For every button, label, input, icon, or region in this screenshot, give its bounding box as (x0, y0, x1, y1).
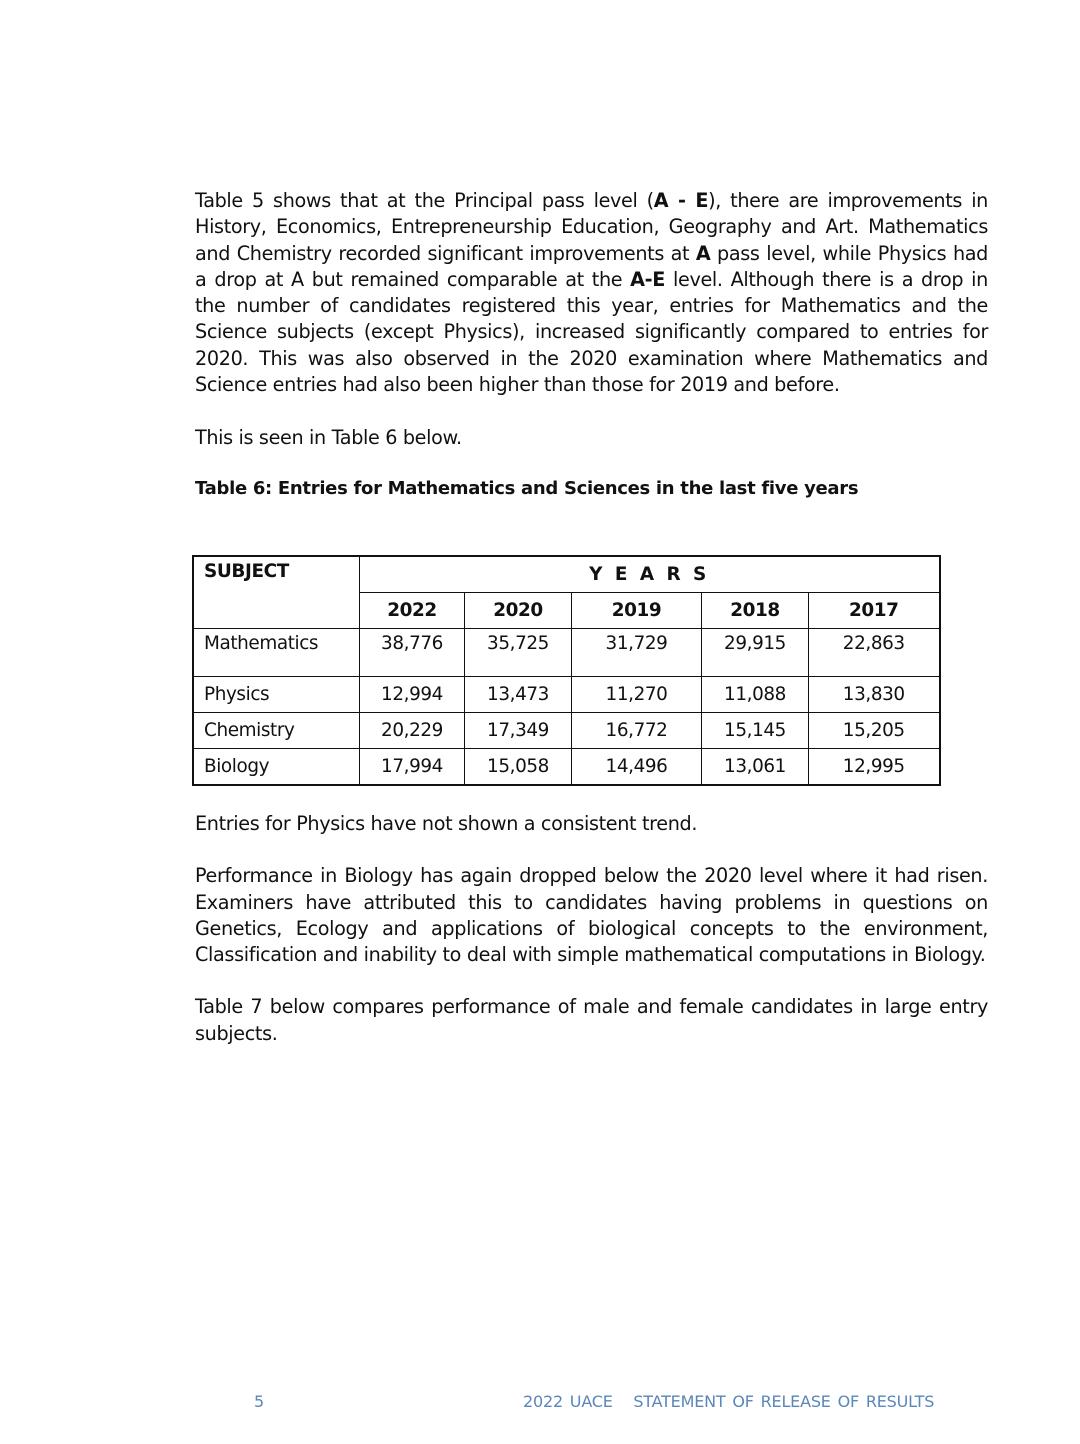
year-header: 2018 (702, 593, 809, 629)
value-cell: 12,994 (360, 677, 465, 713)
table-row (193, 749, 940, 786)
text-span: ), there are improvements in History, Economics, Entrepreneurship Education, Geography and Art. Mathematics and Chemistry recorded significant improvements at (195, 189, 988, 265)
value-cell: 29,915 (702, 629, 809, 677)
year-header: 2022 (360, 593, 465, 629)
value-cell: 13,473 (465, 677, 572, 713)
page-number: 5 (254, 1392, 265, 1411)
value-cell: 35,725 (465, 629, 572, 677)
value-cell: 14,496 (572, 749, 702, 786)
subject-cell: Physics (193, 677, 360, 713)
value-cell: 17,994 (360, 749, 465, 786)
year-header: 2020 (465, 593, 572, 629)
entries-table (192, 555, 941, 786)
paragraph-physics-trend: Entries for Physics have not shown a consistent trend. (195, 812, 698, 835)
table-header-row (193, 556, 940, 593)
subject-cell: Chemistry (193, 713, 360, 749)
bold-span: A (695, 241, 711, 265)
paragraph-biology-performance: Performance in Biology has again dropped below the 2020 level where it had risen. Examiners have attributed this to candidates having problems in questions on Genetics, Ecology and applications of biological concepts to the environment, Classification and inability to deal with simple mathematical computations in Biology. (195, 864, 988, 967)
year-header: 2019 (572, 593, 702, 629)
value-cell: 20,229 (360, 713, 465, 749)
value-cell: 11,270 (572, 677, 702, 713)
value-cell: 22,863 (809, 629, 940, 677)
year-header: 2017 (809, 593, 940, 629)
value-cell: 17,349 (465, 713, 572, 749)
paragraph-table5-summary (195, 188, 988, 398)
value-cell: 15,145 (702, 713, 809, 749)
subject-header: SUBJECT (193, 556, 360, 629)
document-body-continued (195, 811, 988, 1047)
value-cell: 11,088 (702, 677, 809, 713)
subject-cell: Biology (193, 749, 360, 786)
value-cell: 15,205 (809, 713, 940, 749)
paragraph-table7-intro: Table 7 below compares performance of male and female candidates in large entry subjects. (195, 995, 988, 1045)
years-header: Y E A R S (360, 556, 940, 593)
value-cell: 13,061 (702, 749, 809, 786)
value-cell: 31,729 (572, 629, 702, 677)
table-caption: Table 6: Entries for Mathematics and Sciences in the last five years (195, 477, 859, 499)
subject-cell: Mathematics (193, 629, 360, 677)
text-span: level. Although there is a drop in the number of candidates registered this year, entries for Mathematics and the Science subjects (except Physics), increased significantly compared to entries for 2020. This was also observed in the 2020 examination where Mathematics and Science entries had also been higher than those for 2019 and before. (195, 267, 988, 397)
paragraph-see-table6: This is seen in Table 6 below. (195, 426, 462, 450)
table-row (193, 677, 940, 713)
value-cell: 15,058 (465, 749, 572, 786)
document-body (195, 188, 988, 499)
value-cell: 13,830 (809, 677, 940, 713)
bold-span: A - E (653, 189, 709, 212)
footer-title: 2022 UACE STATEMENT OF RELEASE OF RESULTS (523, 1392, 935, 1411)
text-span: pass level, while Physics had a drop at A but remained comparable at the (195, 241, 988, 291)
table-row (193, 713, 940, 749)
value-cell: 12,995 (809, 749, 940, 786)
table-row (193, 629, 940, 677)
value-cell: 16,772 (572, 713, 702, 749)
text-span: Table 5 shows that at the Principal pass level ( (195, 189, 654, 212)
value-cell: 38,776 (360, 629, 465, 677)
bold-span: A-E (630, 267, 666, 291)
